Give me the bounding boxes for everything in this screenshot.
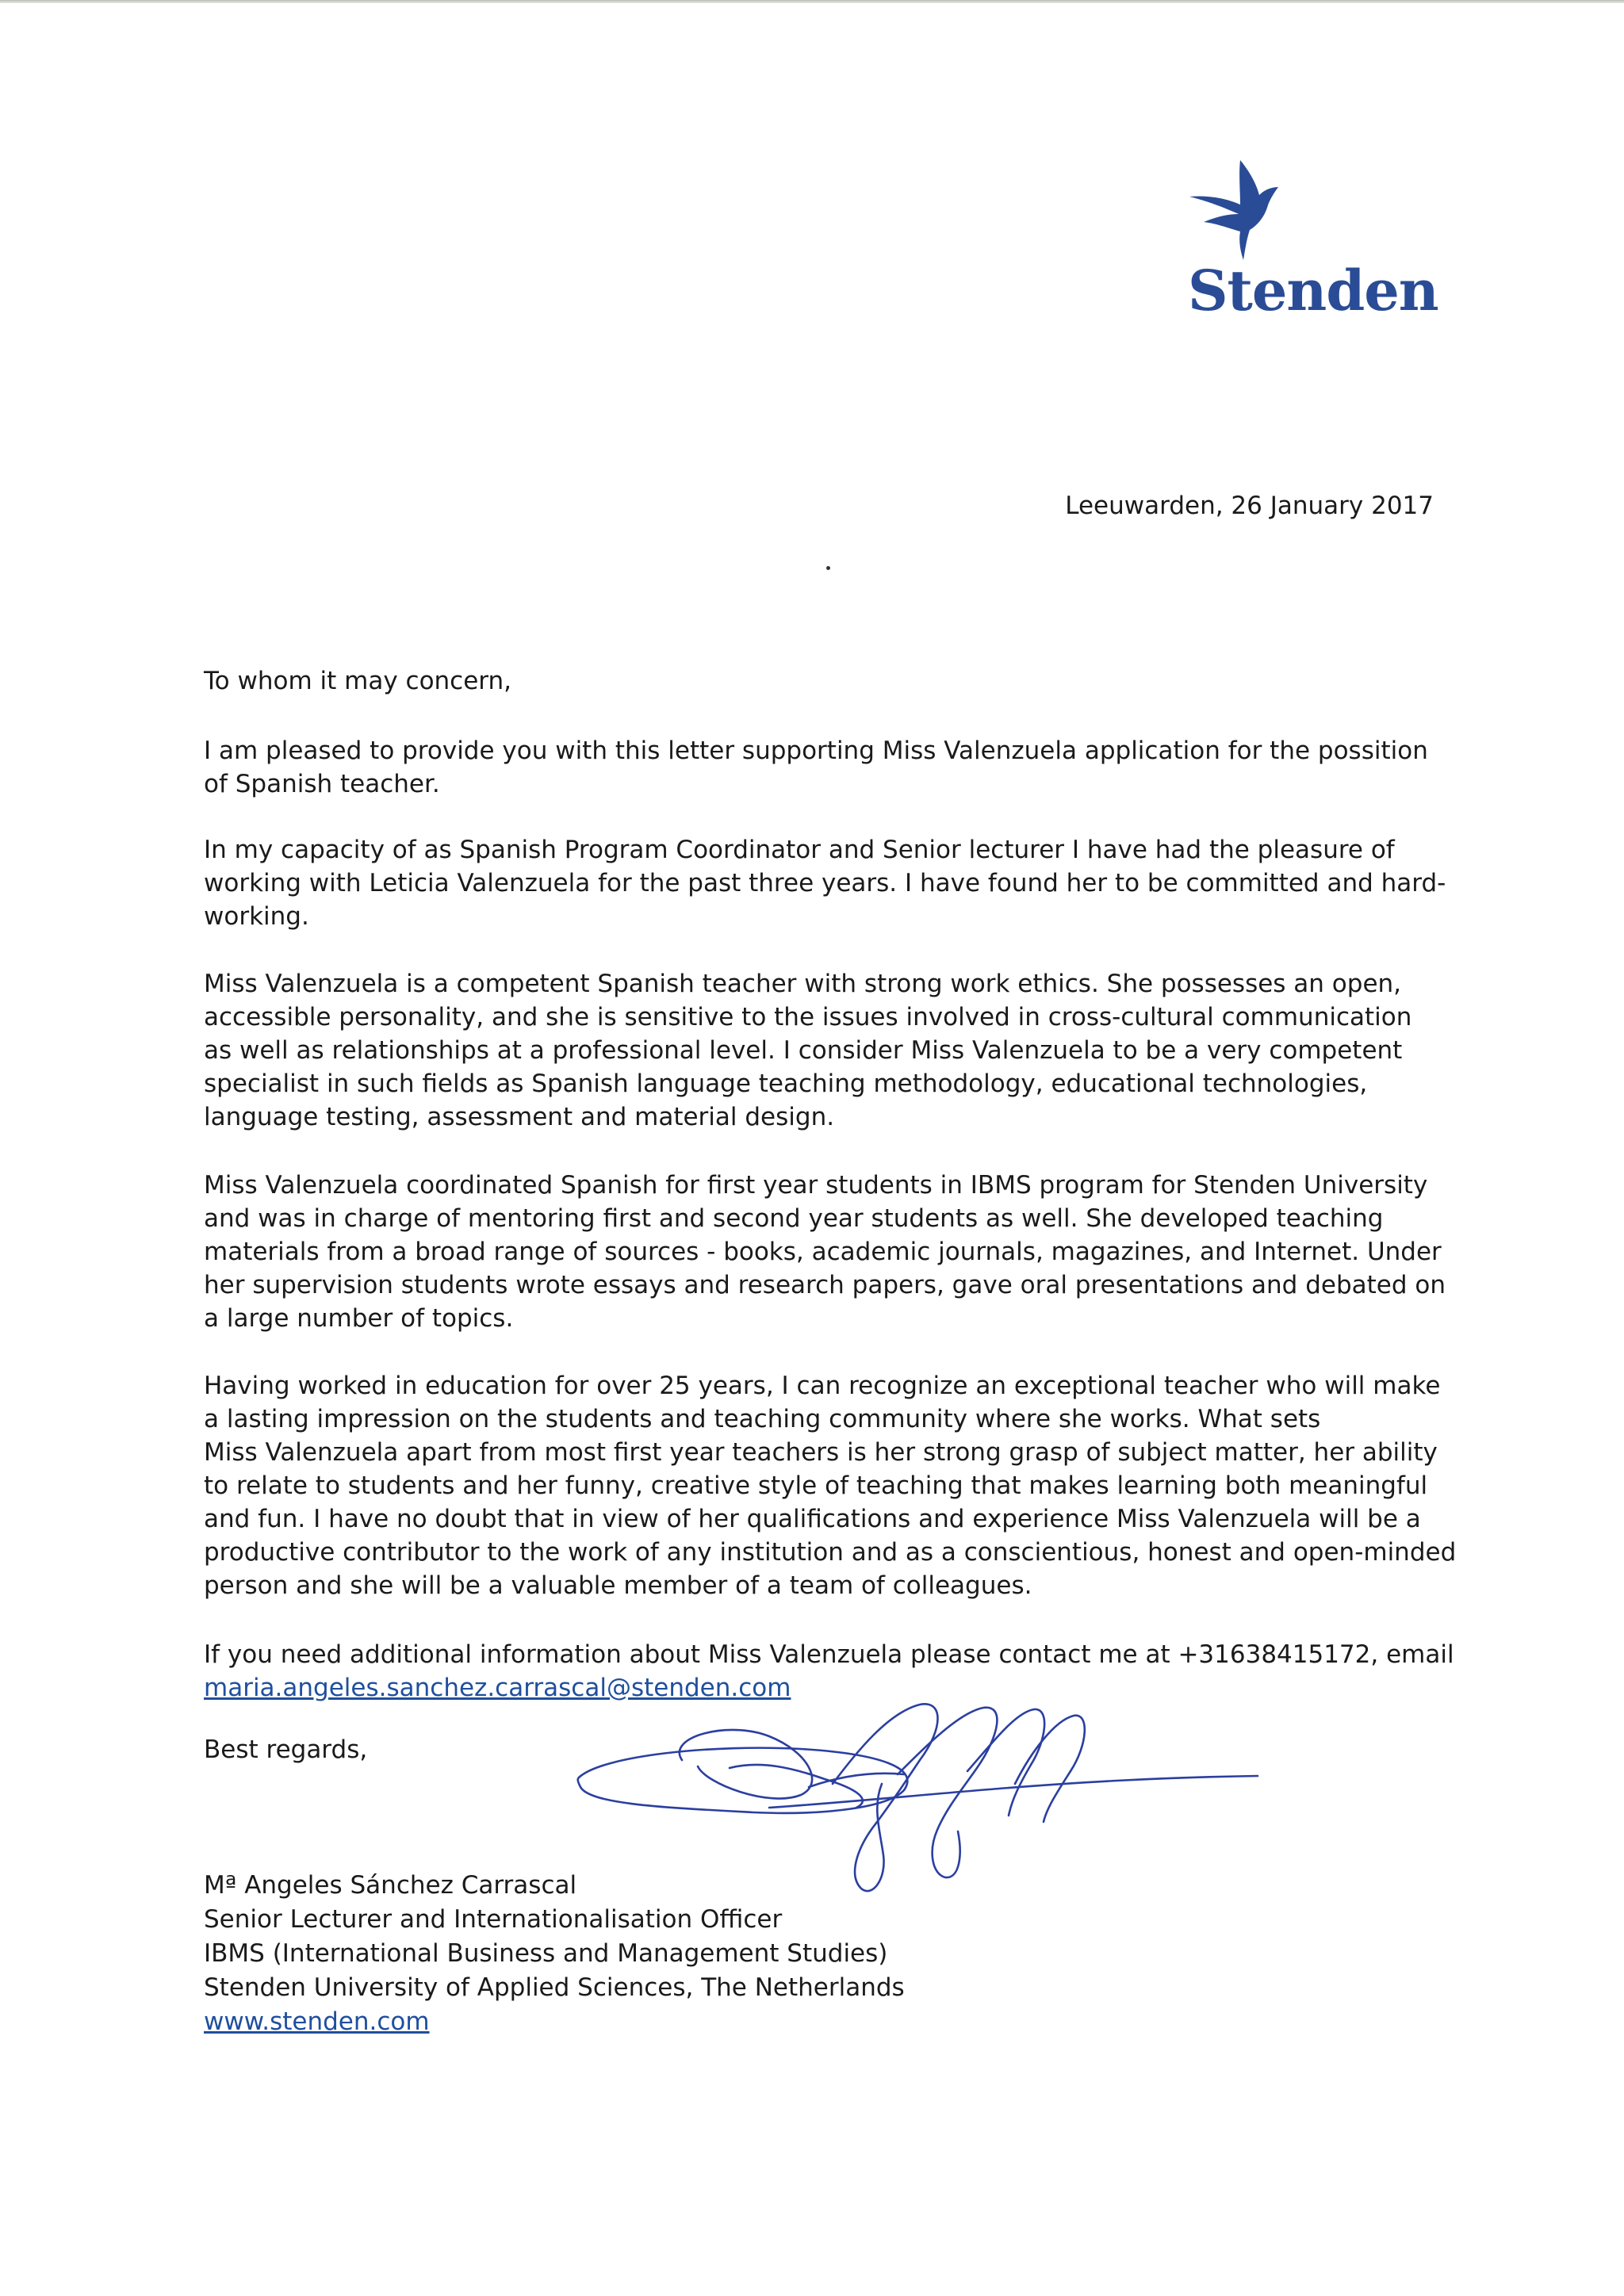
scan-edge: [0, 0, 1624, 3]
paragraph-4: Miss Valenzuela coordinated Spanish for first year students in IBMS program for Stenden University and was in charge of mentoring first and second year students as well. She developed teaching materials from a broad range of sources - books, academic journals, magazines, and Internet. Under her supervision students wrote essays and research papers, gave oral presentations and debated on a large number of topics.: [204, 1171, 1446, 1333]
paragraph-3: Miss Valenzuela is a competent Spanish teacher with strong work ethics. She possesses an open, accessible personality, and she is sensitive to the issues involved in cross-cultural communication as well as relationships at a professional level. I consider Miss Valenzuela to be a very competent specialist in such fields as Spanish language teaching methodology, educational technologies, language testing, assessment and material design.: [204, 970, 1412, 1131]
signatory-title: Senior Lecturer and Internationalisation Officer: [204, 1905, 783, 1934]
signatory-department: IBMS (International Business and Management Studies): [204, 1939, 888, 1968]
swallow-bird-icon: [1188, 159, 1299, 262]
signatory-institution: Stenden University of Applied Sciences, The Netherlands: [204, 1973, 905, 2002]
paragraph-5: Having worked in education for over 25 years, I can recognize an exceptional teacher who will make a lasting impression on the students and teaching community where she works. What sets Miss Valenzuela apart from most first year teachers is her strong grasp of subject matter, her ability to relate to students and her funny, creative style of teaching that makes learning both meaningful and fun. I have no doubt that in view of her qualifications and experience Miss Valenzuela will be a productive contributor to the work of any institution and as a conscientious, honest and open-minded person and she will be a valuable member of a team of colleagues.: [204, 1372, 1457, 1600]
website-link[interactable]: www.stenden.com: [204, 2007, 430, 2036]
closing: Best regards,: [204, 1735, 368, 1764]
scan-speck: [826, 566, 830, 570]
letter-date: Leeuwarden, 26 January 2017: [1065, 492, 1434, 520]
contact-line: If you need additional information about Miss Valenzuela please contact me at +31638415172, email: [204, 1640, 1454, 1669]
signatory-name: Mª Angeles Sánchez Carrascal: [204, 1871, 577, 1900]
paragraph-1: I am pleased to provide you with this letter supporting Miss Valenzuela application for the possition of Spanish teacher.: [204, 737, 1428, 798]
paragraph-2: In my capacity of as Spanish Program Coordinator and Senior lecturer I have had the pleasure of working with Leticia Valenzuela for the past three years. I have found her to be committed and hard- working.: [204, 836, 1446, 931]
signatory-block: [204, 1869, 905, 2039]
contact-email-link[interactable]: maria.angeles.sanchez.carrascal@stenden.com: [204, 1674, 791, 1702]
brand-wordmark: Stenden: [1188, 258, 1438, 323]
salutation: To whom it may concern,: [204, 667, 511, 695]
stenden-logo: [1182, 159, 1438, 333]
